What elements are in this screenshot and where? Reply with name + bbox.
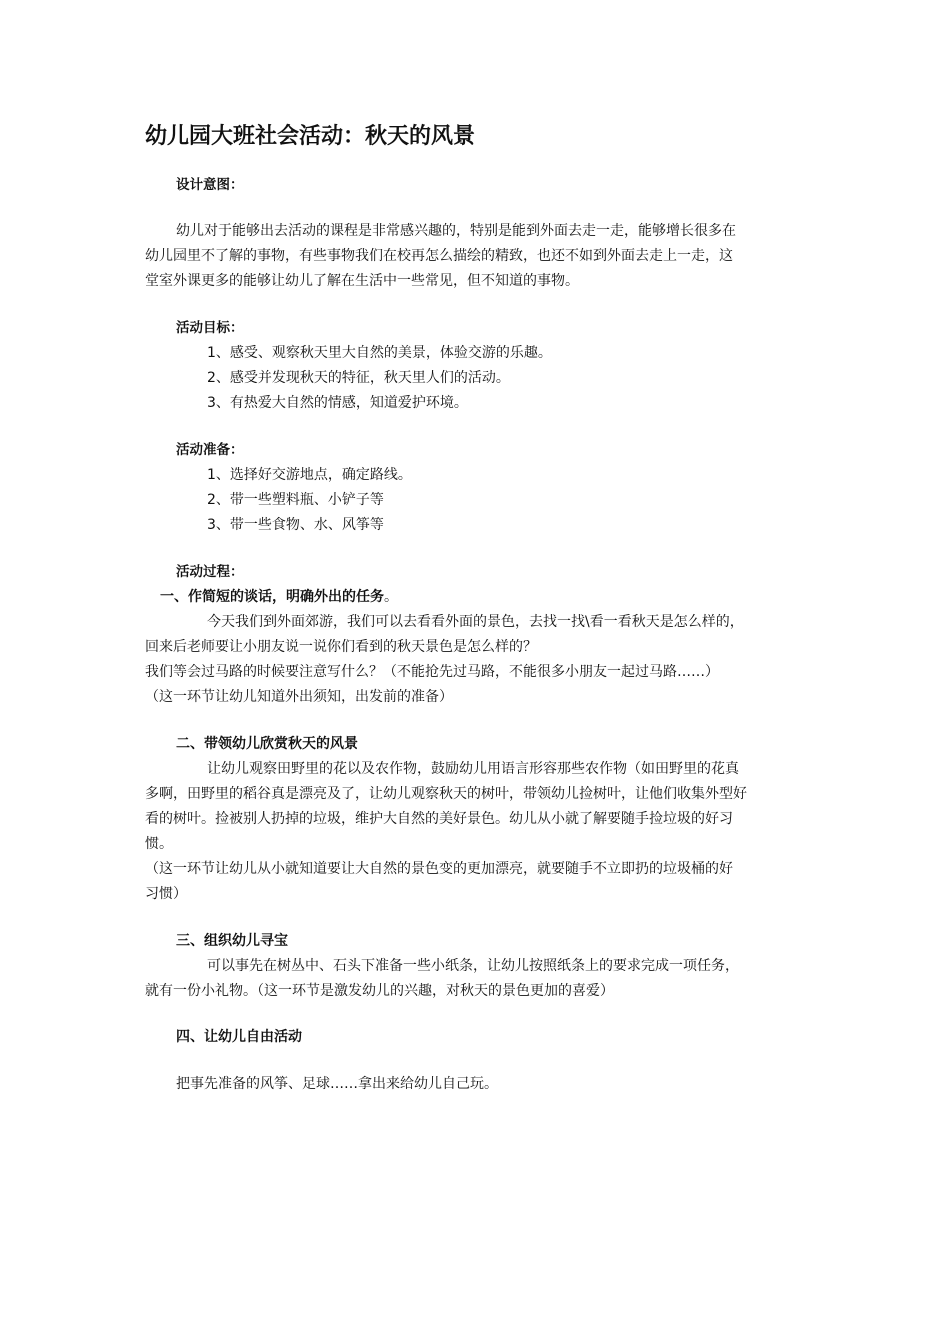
paragraph-line: 今天我们到外面郊游，我们可以去看看外面的景色，去找一找\看一看秋天是怎么样的， <box>207 614 744 630</box>
section2-body <box>145 757 747 907</box>
section1-heading-text: 一、作简短的谈话，明确外出的任务 <box>160 589 384 605</box>
section1-body <box>145 610 744 710</box>
preparation-item: 2、带一些塑料瓶、小铲子等 <box>207 492 384 508</box>
section3-heading: 三、组织幼儿寻宝 <box>176 933 288 949</box>
paragraph-line: 堂室外课更多的能够让幼儿了解在生活中一些常见，但不知道的事物。 <box>145 273 579 289</box>
goal-item: 2、感受并发现秋天的特征，秋天里人们的活动。 <box>207 370 510 386</box>
section4-heading: 四、让幼儿自由活动 <box>176 1029 302 1045</box>
goal-item: 3、有热爱大自然的情感，知道爱护环境。 <box>207 395 468 411</box>
goal-item: 1、感受、观察秋天里大自然的美景，体验交游的乐趣。 <box>207 345 552 361</box>
document-title: 幼儿园大班社会活动：秋天的风景 <box>145 124 476 149</box>
paragraph-line: 看的树叶。捡被别人扔掉的垃圾，维护大自然的美好景色。幼儿从小就了解要随手捡垃圾的好习 <box>145 811 733 827</box>
paragraph-line: 习惯） <box>145 886 187 902</box>
goals-label: 活动目标： <box>176 320 244 336</box>
preparation-label: 活动准备： <box>176 442 244 458</box>
design-intent-label: 设计意图： <box>176 177 244 193</box>
paragraph-line: 可以事先在树丛中、石头下准备一些小纸条，让幼儿按照纸条上的要求完成一项任务， <box>207 958 739 974</box>
section2-heading: 二、带领幼儿欣赏秋天的风景 <box>176 736 358 752</box>
paragraph-line: （这一环节让幼儿从小就知道要让大自然的景色变的更加漂亮，就要随手不立即扔的垃圾桶的好 <box>145 861 733 877</box>
paragraph-line: 回来后老师要让小朋友说一说你们看到的秋天景色是怎么样的？ <box>145 639 537 655</box>
section3-body <box>145 954 739 1004</box>
paragraph-line: （这一环节让幼儿知道外出须知，出发前的准备） <box>145 689 453 705</box>
paragraph-line: 幼儿园里不了解的事物，有些事物我们在校再怎么描绘的精致，也还不如到外面去走上一走，这 <box>145 248 733 264</box>
section1-heading <box>160 585 398 610</box>
paragraph-line: 多啊，田野里的稻谷真是漂亮及了，让幼儿观察秋天的树叶，带领幼儿捡树叶，让他们收集外型好 <box>145 786 747 802</box>
section1-heading-tail: 。 <box>384 589 398 605</box>
goals-list <box>207 341 552 416</box>
preparation-item: 3、带一些食物、水、风筝等 <box>207 517 384 533</box>
paragraph-line: 我们等会过马路的时候要注意写什么？（不能抢先过马路，不能很多小朋友一起过马路……） <box>145 664 719 680</box>
paragraph-line: 让幼儿观察田野里的花以及农作物，鼓励幼儿用语言形容那些农作物（如田野里的花真 <box>207 761 739 777</box>
paragraph-line: 就有一份小礼物。（这一环节是激发幼儿的兴趣，对秋天的景色更加的喜爱） <box>145 983 614 999</box>
preparation-list <box>207 463 412 538</box>
preparation-item: 1、选择好交游地点，确定路线。 <box>207 467 412 483</box>
paragraph-line: 惯。 <box>145 836 173 852</box>
section4-body <box>176 1072 498 1097</box>
paragraph-line: 把事先准备的风筝、足球……拿出来给幼儿自己玩。 <box>176 1076 498 1092</box>
process-label: 活动过程： <box>176 564 244 580</box>
design-intent-paragraph <box>145 219 736 294</box>
paragraph-line: 幼儿对于能够出去活动的课程是非常感兴趣的，特别是能到外面去走一走，能够增长很多在 <box>176 223 736 239</box>
